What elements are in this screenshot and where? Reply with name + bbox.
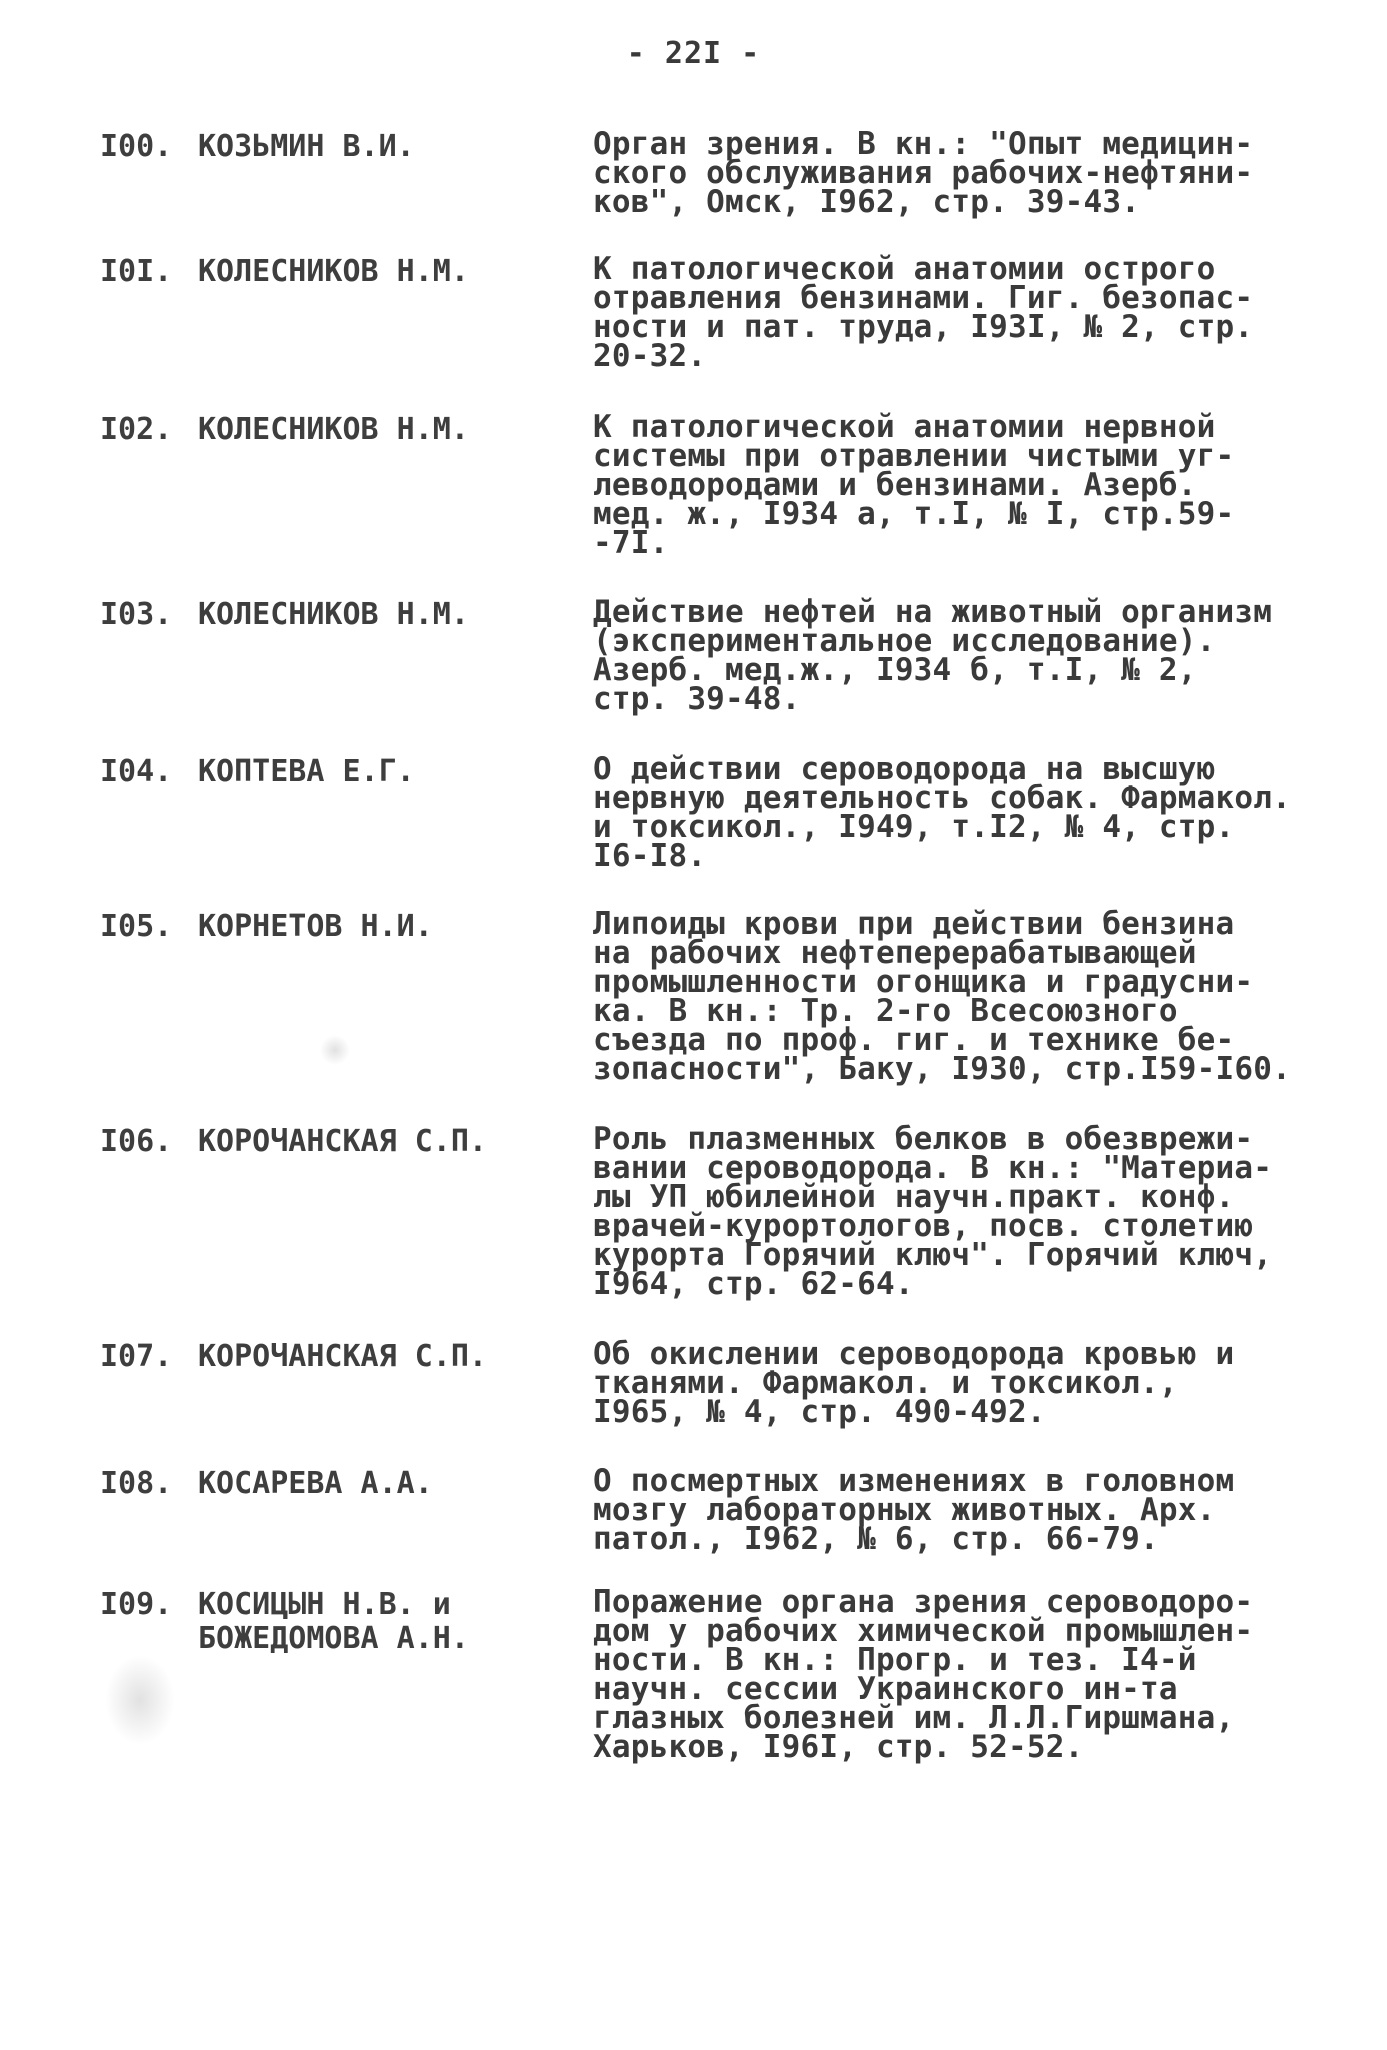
entry-author: КОСИЦЫН Н.В. и БОЖЕДОМОВА А.Н. (198, 1587, 469, 1656)
entry-number: I07. (100, 1339, 173, 1374)
entry-author: КОСАРЕВА А.А. (198, 1466, 433, 1501)
entry-citation: Поражение органа зрения сероводоро- дом у рабочих химической промышлен- ности. В кн.: Прогр. и тез. I4-й научн. сессии Украинского ин-та глазных болезней им. Л.Л.Гиршмана, Харьков, I96I, стр. 52-52. (593, 1584, 1254, 1765)
entry-citation: Об окислении сероводорода кровью и тканями. Фармакол. и токсикол., I965, № 4, стр. 490-492. (593, 1336, 1235, 1430)
entry-author: КОЛЕСНИКОВ Н.М. (198, 254, 469, 289)
entry-citation: К патологической анатомии нервной системы при отравлении чистыми уг- леводородами и бензинами. Азерб. мед. ж., I934 а, т.I, № I, стр.59- -7I. (593, 409, 1235, 561)
entry-citation: О посмертных изменениях в головном мозгу лабораторных животных. Арх. патол., I962, № 6, стр. 66-79. (593, 1463, 1235, 1557)
entry-citation: Липоиды крови при действии бензина на рабочих нефтеперерабатывающей промышленности огонщика и градусни- ка. В кн.: Тр. 2-го Всесоюзного съезда по проф. гиг. и технике бе- зопасности", Баку, I930, стр.I59-I60. (593, 906, 1291, 1087)
entry-author: КОРНЕТОВ Н.И. (198, 909, 433, 944)
entry-author: КОПТЕВА Е.Г. (198, 754, 415, 789)
entry-author: КОЛЕСНИКОВ Н.М. (198, 412, 469, 447)
entry-number: I04. (100, 754, 173, 789)
entry-number: I05. (100, 909, 173, 944)
entry-number: I00. (100, 129, 173, 164)
entry-number: I03. (100, 597, 173, 632)
entry-number: I06. (100, 1124, 173, 1159)
entry-citation: Орган зрения. В кн.: "Опыт медицин- ского обслуживания рабочих-нефтяни- ков", Омск, I962, стр. 39-43. (593, 126, 1254, 220)
entry-citation: Действие нефтей на животный организм (экспериментальное исследование). Азерб. мед.ж., I934 б, т.I, № 2, стр. 39-48. (593, 594, 1273, 717)
entry-number: I08. (100, 1466, 173, 1501)
entry-author: КОРОЧАНСКАЯ С.П. (198, 1339, 487, 1374)
entry-number: I02. (100, 412, 173, 447)
paper-smudge (105, 1655, 175, 1745)
entry-author: КОРОЧАНСКАЯ С.П. (198, 1124, 487, 1159)
entry-author: КОЛЕСНИКОВ Н.М. (198, 597, 469, 632)
entry-number: I0I. (100, 254, 173, 289)
entry-citation: О действии сероводорода на высшую нервную деятельность собак. Фармакол. и токсикол., I949, т.I2, № 4, стр. I6-I8. (593, 751, 1291, 874)
paper-smudge (320, 1035, 350, 1065)
entry-author: КОЗЬМИН В.И. (198, 129, 415, 164)
entry-citation: Роль плазменных белков в обезврежи- вании сероводорода. В кн.: "Материа- лы УП юбилейной научн.практ. конф. врачей-курортологов, посв. столетию курорта Горячий ключ". Горячий ключ, I964, стр. 62-64. (593, 1121, 1273, 1302)
page-number: - 22I - (626, 36, 761, 71)
entry-citation: К патологической анатомии острого отравления бензинами. Гиг. безопас- ности и пат. труда, I93I, № 2, стр. 20-32. (593, 251, 1254, 374)
entry-number: I09. (100, 1587, 173, 1622)
